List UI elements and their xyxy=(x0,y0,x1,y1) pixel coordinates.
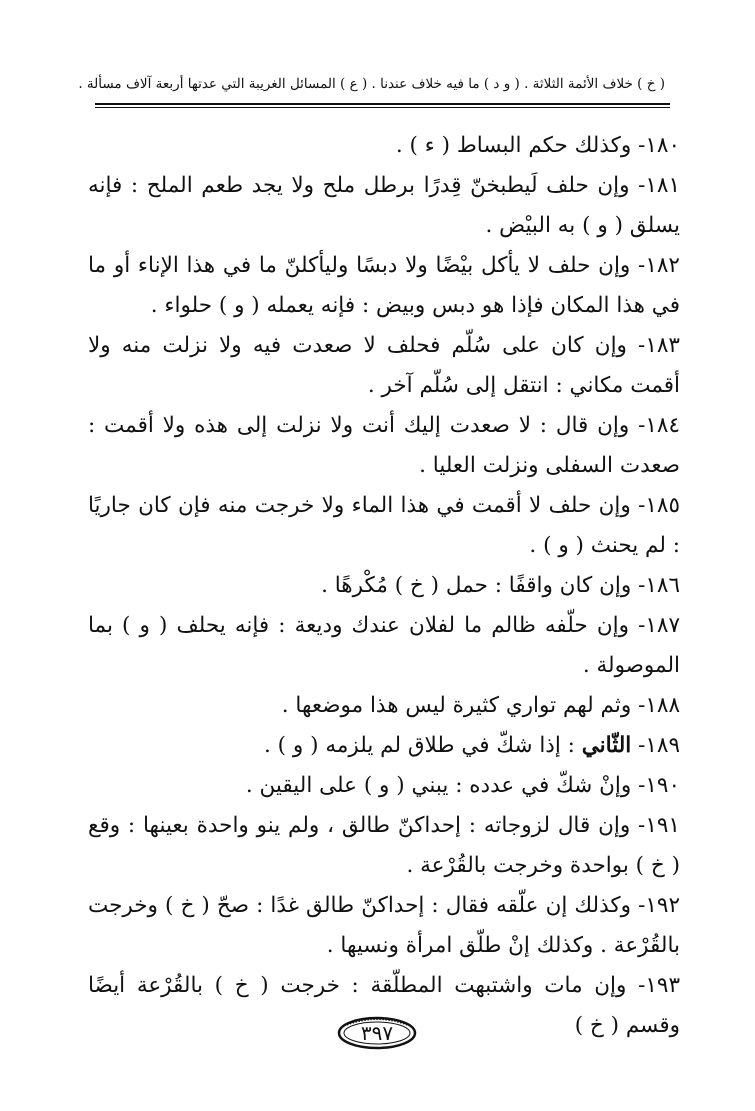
page-number: ٣٩٧ xyxy=(360,1021,394,1045)
item-text: وكذلك إن علّقه فقال : إحداكنّ طالق غدًا : صحّ ( خ ) وخرجت بالقُرْعة . وكذلك إنْ طلّق امرأة ونسيها . xyxy=(88,893,680,958)
item-text: وإن كان واقفًا : حمل ( خ ) مُكْرهًا . xyxy=(321,573,632,598)
item-number: ١٨٠- xyxy=(631,133,680,158)
item-text: وإن حلف لا يأكل بيْضًا ولا دبسًا وليأكلنّ ما في هذا الإناء أو ما في هذا المكان فإذا هو دبس وبيض : فإنه يعمله ( و ) حلواء . xyxy=(88,253,680,318)
item-number: ١٩١- xyxy=(630,813,680,838)
item-number: ١٨٥- xyxy=(630,493,680,518)
item-number: ١٩٣- xyxy=(626,973,680,998)
item-text: وإن حلف لَيطبخنّ قِدرًا برطل ملح ولا يجد طعم الملح : فإنه يسلق ( و ) به البيْض . xyxy=(88,173,680,238)
item-number: ١٩٠- xyxy=(631,773,680,798)
list-item xyxy=(88,566,680,606)
item-number: ١٩٢- xyxy=(631,893,680,918)
list-item xyxy=(88,606,680,686)
item-text: وثم لهم تواري كثيرة ليس هذا موضعها . xyxy=(281,693,632,718)
list-item xyxy=(88,406,680,486)
item-text: وإن كان على سُلّم فحلف لا صعدت فيه ولا نزلت منه ولا أقمت مكاني : انتقل إلى سُلّم آخر . xyxy=(88,333,680,398)
item-number: ١٨٢- xyxy=(630,253,680,278)
item-number: ١٨٧- xyxy=(628,613,680,638)
list-item xyxy=(88,686,680,726)
item-number: ١٨٣- xyxy=(626,333,680,358)
item-number: ١٨٦- xyxy=(631,573,680,598)
list-item xyxy=(88,486,680,566)
header-rule xyxy=(95,103,670,108)
text-body xyxy=(88,126,680,1046)
item-number: ١٨٩- xyxy=(631,733,680,758)
running-header: ( خ ) خلاف الأئمة الثلاثة . ( و د ) ما فيه خلاف عندنا . ( ع ) المسائل الغريبة التي عدتها أربعة آلاف مسألة . xyxy=(78,76,665,92)
item-number: ١٨٨- xyxy=(631,693,680,718)
item-text: وإن حلّفه ظالم ما لفلان عندك وديعة : فإنه يحلف ( و ) بما الموصولة . xyxy=(88,613,680,678)
item-text: وإن حلف لا أقمت في هذا الماء ولا خرجت منه فإن كان جاريًا : لم يحنث ( و ) . xyxy=(88,493,680,558)
list-item xyxy=(88,326,680,406)
list-item xyxy=(88,886,680,966)
item-text: : إذا شكّ في طلاق لم يلزمه ( و ) . xyxy=(264,733,582,758)
list-item xyxy=(88,766,680,806)
page-number-ornament xyxy=(337,1016,417,1050)
item-text: وإن قال : لا صعدت إليك أنت ولا نزلت إلى هذه ولا أقمت : صعدت السفلى ونزلت العليا . xyxy=(88,413,680,478)
item-number: ١٨١- xyxy=(629,173,680,198)
list-item xyxy=(88,246,680,326)
item-number: ١٨٤- xyxy=(629,413,680,438)
list-item xyxy=(88,726,680,766)
item-text: وإن مات واشتبهت المطلّقة : خرجت ( خ ) بالقُرْعة أيضًا وقسم ( خ ) xyxy=(88,973,680,1038)
item-text: وإن قال لزوجاته : إحداكنّ طالق ، ولم ينو واحدة بعينها : وقع ( خ ) بواحدة وخرجت بالقُرْعة . xyxy=(88,813,680,878)
item-heading: الثّاني xyxy=(581,733,632,758)
item-text: وإنْ شكّ في عدده : يبني ( و ) على اليقين . xyxy=(245,773,632,798)
list-item xyxy=(88,126,680,166)
item-text: وكذلك حكم البساط ( ء ) . xyxy=(395,133,632,158)
list-item xyxy=(88,166,680,246)
list-item xyxy=(88,806,680,886)
